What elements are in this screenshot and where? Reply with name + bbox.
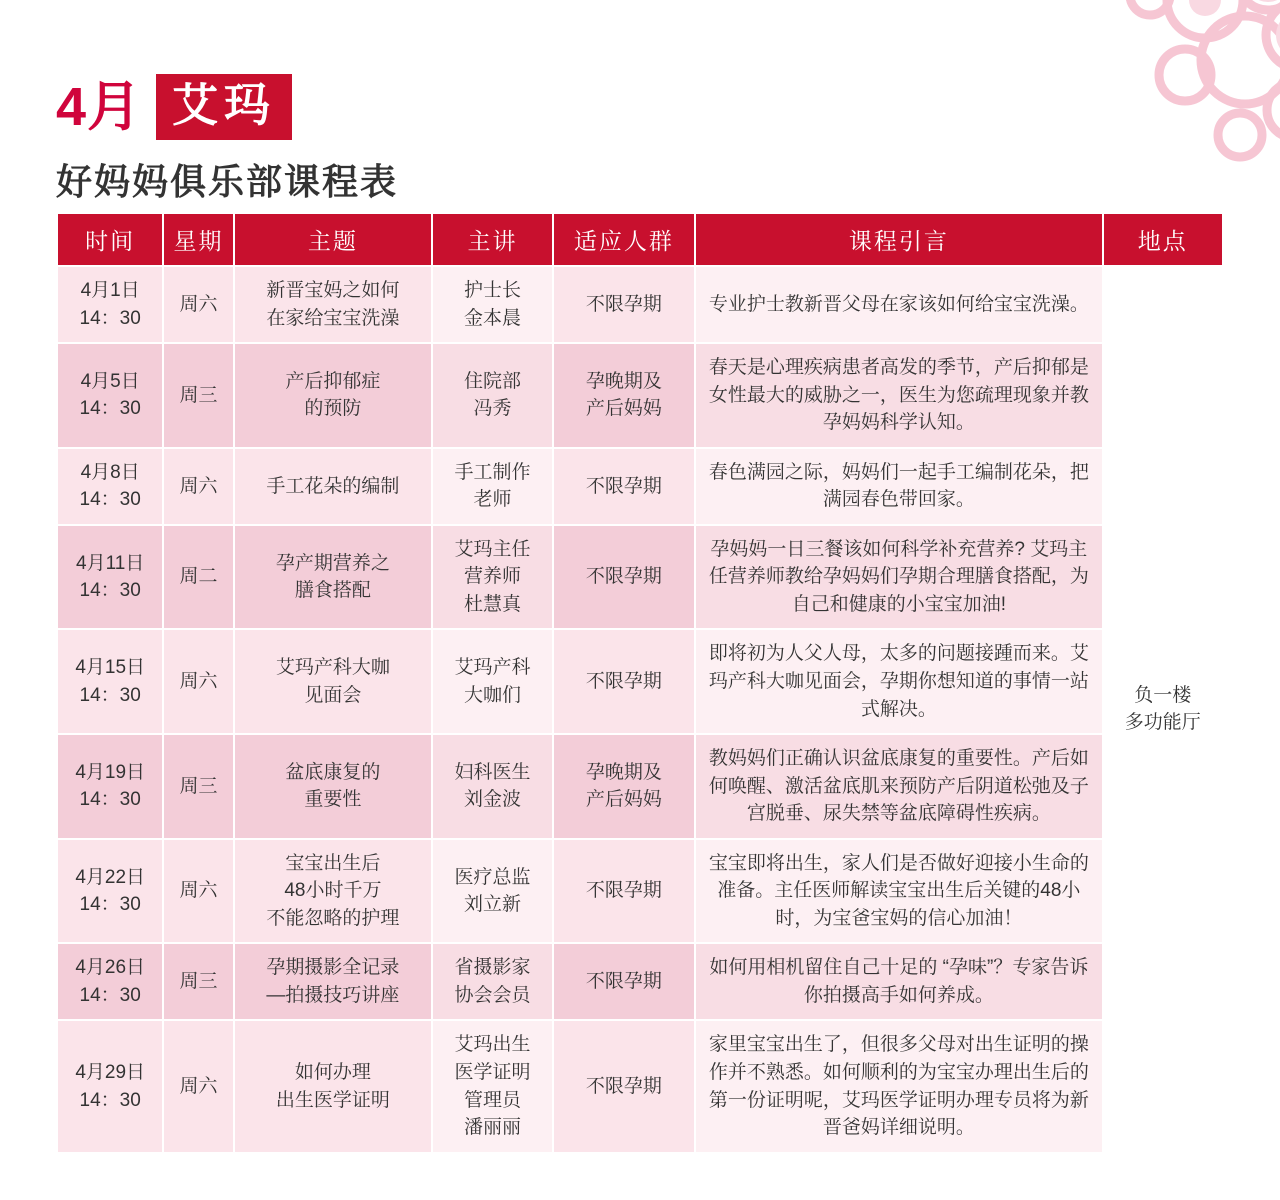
cell-target	[554, 344, 694, 447]
column-header-time: 时间	[58, 214, 162, 265]
target-line: 不限孕期	[585, 971, 662, 993]
cell-target	[554, 526, 694, 629]
cell-week: 周六	[164, 630, 232, 733]
cell-intro: 如何用相机留住自己十足的 “孕味”？专家告诉你拍摄高手如何养成。	[696, 944, 1101, 1019]
cell-intro: 家里宝宝出生了，但很多父母对出生证明的操作并不熟悉。如何顺利的为宝宝办理出生后的第一份证明呢，艾玛医学证明办理专员将为新晋爸妈详细说明。	[696, 1021, 1101, 1151]
cell-speaker	[433, 1021, 551, 1151]
speaker-line: 医学证明	[454, 1062, 531, 1084]
cell-date-text: 4月1日	[80, 280, 140, 301]
cell-date-text: 4月8日	[80, 461, 140, 483]
cell-time	[58, 840, 162, 943]
speaker-line: 大咖们	[463, 684, 521, 706]
speaker-line: 住院部	[463, 370, 521, 392]
cell-topic	[235, 526, 432, 629]
place-line: 负一楼	[1134, 684, 1192, 706]
cell-topic	[235, 630, 432, 733]
speaker-line: 艾玛出生	[454, 1034, 531, 1056]
month-title: 4月	[56, 77, 143, 137]
cell-topic	[235, 344, 432, 447]
title-row	[56, 74, 398, 140]
target-line: 孕晚期及	[585, 761, 662, 783]
target-line: 产后妈妈	[585, 398, 662, 420]
table-row	[58, 1021, 1222, 1151]
speaker-line: 医疗总监	[454, 866, 531, 888]
topic-line: 宝宝出生后	[285, 852, 381, 874]
speaker-line: 刘金波	[463, 789, 521, 811]
speaker-line: 老师	[473, 489, 512, 511]
cell-speaker	[433, 344, 551, 447]
cell-week: 周二	[164, 526, 232, 629]
cell-target	[554, 944, 694, 1019]
speaker-line: 护士长	[463, 280, 521, 301]
topic-line: 的预防	[304, 398, 362, 420]
cell-target	[554, 735, 694, 838]
cell-date-text: 4月15日	[75, 657, 146, 679]
floral-decoration-icon	[1000, 0, 1280, 230]
cell-week: 周六	[164, 1021, 232, 1151]
table-row	[58, 344, 1222, 447]
cell-intro: 专业护士教新晋父母在家该如何给宝宝洗澡。	[696, 267, 1101, 342]
speaker-line: 协会会员	[454, 984, 531, 1006]
cell-week: 周六	[164, 840, 232, 943]
cell-time	[58, 735, 162, 838]
topic-line: 见面会	[304, 684, 362, 706]
table-row	[58, 630, 1222, 733]
speaker-line: 妇科医生	[454, 761, 531, 783]
column-header-intro: 课程引言	[696, 214, 1101, 265]
table-row	[58, 449, 1222, 524]
cell-week: 周六	[164, 267, 232, 342]
cell-speaker	[433, 944, 551, 1019]
cell-speaker	[433, 526, 551, 629]
cell-topic	[235, 735, 432, 838]
cell-target	[554, 1021, 694, 1151]
cell-date-text: 4月29日	[75, 1062, 146, 1084]
cell-speaker	[433, 267, 551, 342]
target-line: 不限孕期	[585, 475, 662, 497]
cell-topic	[235, 1021, 432, 1151]
table-row	[58, 944, 1222, 1019]
cell-intro: 春天是心理疾病患者高发的季节，产后抑郁是女性最大的威胁之一，医生为您疏理现象并教孕妈妈科学认知。	[696, 344, 1101, 447]
cell-target	[554, 630, 694, 733]
cell-intro: 孕妈妈一日三餐该如何科学补充营养? 艾玛主任营养师教给孕妈妈们孕期合理膳食搭配，为自己和健康的小宝宝加油!	[696, 526, 1101, 629]
cell-time-text: 14：30	[79, 580, 141, 602]
cell-date-text: 4月26日	[75, 957, 146, 979]
cell-intro: 春色满园之际，妈妈们一起手工编制花朵，把满园春色带回家。	[696, 449, 1101, 524]
cell-topic	[235, 267, 432, 342]
cell-target	[554, 267, 694, 342]
target-line: 不限孕期	[585, 671, 662, 693]
cell-time	[58, 267, 162, 342]
cell-target	[554, 449, 694, 524]
cell-speaker	[433, 449, 551, 524]
column-header-target: 适应人群	[554, 214, 694, 265]
cell-time-text: 14：30	[79, 307, 141, 329]
poster-header	[56, 74, 398, 205]
cell-week: 周三	[164, 735, 232, 838]
topic-line: 孕产期营养之	[275, 552, 390, 574]
cell-time	[58, 526, 162, 629]
target-line: 不限孕期	[585, 880, 662, 902]
topic-line: 出生医学证明	[275, 1089, 390, 1111]
topic-line: 膳食搭配	[294, 580, 371, 602]
speaker-line: 冯秀	[473, 398, 512, 420]
cell-intro: 即将初为人父人母，太多的问题接踵而来。艾玛产科大咖见面会，孕期你想知道的事情一站式解决。	[696, 630, 1101, 733]
cell-date-text: 4月22日	[75, 866, 146, 888]
speaker-line: 管理员	[463, 1089, 521, 1111]
column-header-week: 星期	[164, 214, 232, 265]
speaker-line: 金本晨	[463, 307, 521, 329]
speaker-line: 省摄影家	[454, 957, 531, 979]
speaker-line: 艾玛主任	[454, 538, 531, 560]
cell-date-text: 4月19日	[75, 761, 146, 783]
speaker-line: 手工制作	[454, 461, 531, 483]
speaker-line: 艾玛产科	[454, 657, 531, 679]
cell-date-text: 4月5日	[80, 370, 140, 392]
target-line: 不限孕期	[585, 1075, 662, 1097]
cell-speaker	[433, 840, 551, 943]
cell-time-text: 14：30	[79, 398, 141, 420]
column-header-topic: 主题	[235, 214, 432, 265]
brand-badge: 艾玛	[156, 74, 292, 140]
table-row	[58, 526, 1222, 629]
cell-time-text: 14：30	[79, 984, 141, 1006]
topic-line: 产后抑郁症	[285, 370, 381, 392]
cell-date-text: 4月11日	[76, 552, 145, 574]
cell-time	[58, 449, 162, 524]
cell-time-text: 14：30	[79, 1089, 141, 1111]
cell-target	[554, 840, 694, 943]
cell-week: 周六	[164, 449, 232, 524]
cell-time-text: 14：30	[79, 789, 141, 811]
cell-time-text: 14：30	[79, 894, 141, 916]
cell-intro: 教妈妈们正确认识盆底康复的重要性。产后如何唤醒、激活盆底肌来预防产后阴道松弛及子宫脱垂、尿失禁等盆底障碍性疾病。	[696, 735, 1101, 838]
topic-line: 艾玛产科大咖	[275, 657, 390, 679]
cell-time-text: 14：30	[79, 684, 141, 706]
schedule-table	[56, 212, 1224, 1154]
column-header-speaker: 主讲	[433, 214, 551, 265]
cell-place	[1104, 267, 1222, 1152]
target-line: 产后妈妈	[585, 789, 662, 811]
column-header-place: 地点	[1104, 214, 1222, 265]
cell-time	[58, 630, 162, 733]
topic-line: 48小时千万	[284, 880, 382, 902]
topic-line: —拍摄技巧讲座	[266, 984, 400, 1006]
topic-line: 手工花朵的编制	[266, 475, 400, 497]
cell-week: 周三	[164, 944, 232, 1019]
table-header-row	[58, 214, 1222, 265]
table-row	[58, 840, 1222, 943]
speaker-line: 刘立新	[463, 894, 521, 916]
topic-line: 如何办理	[294, 1062, 371, 1084]
topic-line: 不能忽略的护理	[266, 907, 400, 929]
cell-topic	[235, 840, 432, 943]
page-subtitle: 好妈妈俱乐部课程表	[56, 161, 399, 202]
cell-time	[58, 344, 162, 447]
target-line: 孕晚期及	[585, 370, 662, 392]
topic-line: 在家给宝宝洗澡	[266, 307, 400, 329]
speaker-line: 杜慧真	[463, 593, 521, 615]
cell-speaker	[433, 735, 551, 838]
cell-topic	[235, 944, 432, 1019]
speaker-line: 营养师	[463, 566, 521, 588]
cell-time	[58, 1021, 162, 1151]
cell-time	[58, 944, 162, 1019]
cell-topic	[235, 449, 432, 524]
target-line: 不限孕期	[585, 293, 662, 315]
target-line: 不限孕期	[585, 566, 662, 588]
cell-week: 周三	[164, 344, 232, 447]
table-row	[58, 735, 1222, 838]
table-row	[58, 267, 1222, 342]
topic-line: 孕期摄影全记录	[266, 957, 400, 979]
speaker-line: 潘丽丽	[463, 1117, 521, 1139]
place-line: 多功能厅	[1124, 712, 1201, 734]
topic-line: 新晋宝妈之如何	[266, 280, 400, 301]
topic-line: 盆底康复的	[285, 761, 381, 783]
topic-line: 重要性	[304, 789, 362, 811]
cell-time-text: 14：30	[79, 489, 141, 511]
cell-speaker	[433, 630, 551, 733]
cell-intro: 宝宝即将出生，家人们是否做好迎接小生命的准备。主任医师解读宝宝出生后关键的48小时，为宝爸宝妈的信心加油！	[696, 840, 1101, 943]
